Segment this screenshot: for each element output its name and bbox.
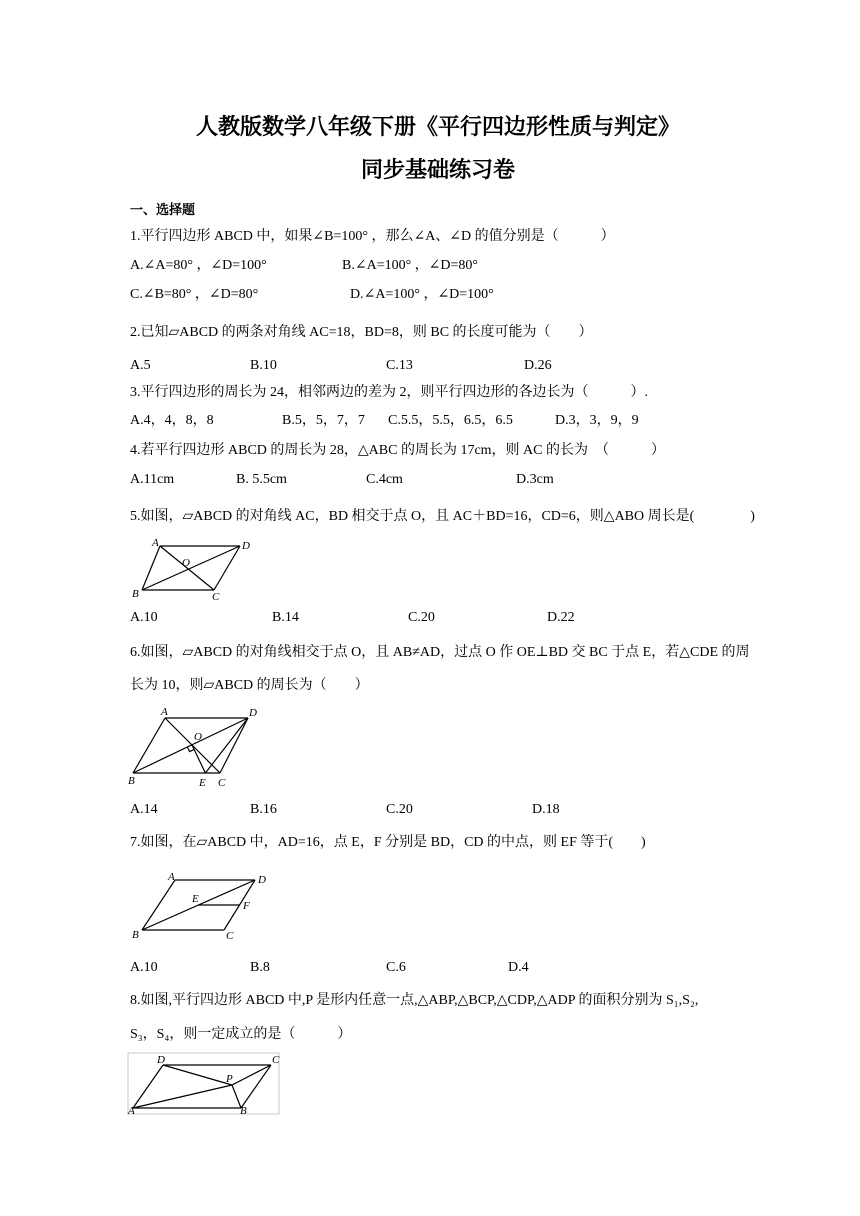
- question-5-option-d: D.22: [547, 610, 575, 625]
- question-6-stem-line-1: 6.如图，▱ABCD 的对角线相交于点 O，且 AB≠AD，过点 O 作 OE⊥BD 交 BC 于点 E，若△CDE 的周: [130, 645, 750, 660]
- question-5-figure: [130, 536, 254, 602]
- q7-label-b: B: [132, 929, 139, 941]
- question-3-stem: 3.平行四边形的周长为 24，相邻两边的差为 2，则平行四边形的各边长为（ ）.: [130, 385, 648, 400]
- q6-label-e: E: [199, 777, 206, 789]
- question-5-option-c: C.20: [408, 610, 435, 625]
- question-7-option-c: C.6: [386, 960, 406, 975]
- question-4-stem: 4.若平行四边形 ABCD 的周长为 28，△ABC 的周长为 17cm，则 AC 的长为 （ ）: [130, 443, 665, 458]
- question-4-option-c: C.4cm: [366, 472, 403, 487]
- question-1-stem: 1.平行四边形 ABCD 中，如果∠B=100° ，那么∠A、∠D 的值分别是（ ）: [130, 229, 615, 244]
- q5-label-c: C: [212, 591, 220, 603]
- question-6-option-c: C.20: [386, 802, 413, 817]
- q7-label-a: A: [168, 871, 175, 883]
- question-8-stem-line-1: 8.如图,平行四边形 ABCD 中,P 是形内任意一点,△ABP,△BCP,△CDP,△ADP 的面积分别为 S₁,S₂,: [130, 993, 699, 1008]
- question-3-option-b: B.5，5，7，7: [282, 413, 365, 428]
- q5-label-o: O: [182, 557, 190, 569]
- question-1-option-c: C.∠B=80° ，∠D=80°: [130, 287, 259, 302]
- question-2-option-d: D.26: [524, 358, 552, 373]
- question-1-option-b: B.∠A=100° ，∠D=80°: [342, 258, 479, 273]
- question-4-option-d: D.3cm: [516, 472, 554, 487]
- document-subtitle: 同步基础练习卷: [360, 157, 515, 183]
- question-1-option-d: D.∠A=100° ，∠D=100°: [350, 287, 494, 302]
- q8-label-p: P: [226, 1073, 233, 1085]
- q6-label-o: O: [194, 731, 202, 743]
- question-7-stem: 7.如图，在▱ABCD 中，AD=16，点 E，F 分别是 BD，CD 的中点，则 EF 等于( ): [130, 835, 646, 850]
- question-7-option-a: A.10: [130, 960, 158, 975]
- q6-diagonal-bd: [133, 718, 248, 773]
- question-2-option-b: B.10: [250, 358, 277, 373]
- question-4-option-a: A.11cm: [130, 472, 175, 487]
- question-6-option-d: D.18: [532, 802, 560, 817]
- question-7-figure: [130, 868, 272, 942]
- question-3-option-a: A.4，4，8，8: [130, 413, 214, 428]
- question-1-option-a: A.∠A=80° ，∠D=100°: [130, 258, 267, 273]
- q6-label-d: D: [249, 707, 257, 719]
- question-5-option-a: A.10: [130, 610, 158, 625]
- q8-label-d: D: [157, 1054, 165, 1066]
- q8-label-c: C: [272, 1054, 280, 1066]
- question-7-option-b: B.8: [250, 960, 270, 975]
- question-2-stem: 2.已知▱ABCD 的两条对角线 AC=18，BD=8，则 BC 的长度可能为（ ）: [130, 325, 593, 340]
- q6-label-c: C: [218, 777, 226, 789]
- question-3-option-c: C.5.5，5.5，6.5，6.5: [388, 413, 513, 428]
- question-7-option-d: D.4: [508, 960, 529, 975]
- q6-segment-de: [205, 718, 248, 773]
- q8-segment-pd: [163, 1065, 232, 1085]
- question-4-option-b: B. 5.5cm: [236, 472, 287, 487]
- question-8-figure: [127, 1052, 281, 1116]
- q6-label-b: B: [128, 775, 135, 787]
- question-8-stem-line-2: S₃，S₄，则一定成立的是（ ）: [130, 1027, 352, 1042]
- document-title: 人教版数学八年级下册《平行四边形性质与判定》: [195, 114, 680, 140]
- q7-label-d: D: [258, 874, 266, 886]
- q5-side-dc: [214, 546, 240, 590]
- q6-side-cd: [220, 718, 248, 773]
- question-6-option-b: B.16: [250, 802, 277, 817]
- q8-side-bc: [241, 1065, 271, 1108]
- q8-label-b: B: [240, 1105, 247, 1117]
- question-2-option-c: C.13: [386, 358, 413, 373]
- q8-segment-pa: [133, 1085, 232, 1108]
- question-6-figure: [127, 704, 263, 790]
- question-3-option-d: D.3，3，9，9: [555, 413, 639, 428]
- q7-label-e: E: [192, 893, 199, 905]
- question-5-option-b: B.14: [272, 610, 299, 625]
- q8-label-a: A: [128, 1105, 135, 1117]
- q6-label-a: A: [161, 706, 168, 718]
- q8-segment-pc: [232, 1065, 271, 1085]
- q7-label-c: C: [226, 930, 234, 942]
- q5-label-d: D: [242, 540, 250, 552]
- question-5-stem: 5.如图，▱ABCD 的对角线 AC，BD 相交于点 O，且 AC＋BD=16，CD=6，则△ABO 周长是( ): [130, 509, 755, 524]
- q5-label-b: B: [132, 588, 139, 600]
- question-2-option-a: A.5: [130, 358, 151, 373]
- section-heading: 一、选择题: [130, 202, 196, 217]
- question-6-stem-line-2: 长为 10，则▱ABCD 的周长为（ ）: [130, 678, 369, 693]
- question-6-option-a: A.14: [130, 802, 158, 817]
- q5-label-a: A: [152, 537, 159, 549]
- q7-label-f: F: [243, 900, 250, 912]
